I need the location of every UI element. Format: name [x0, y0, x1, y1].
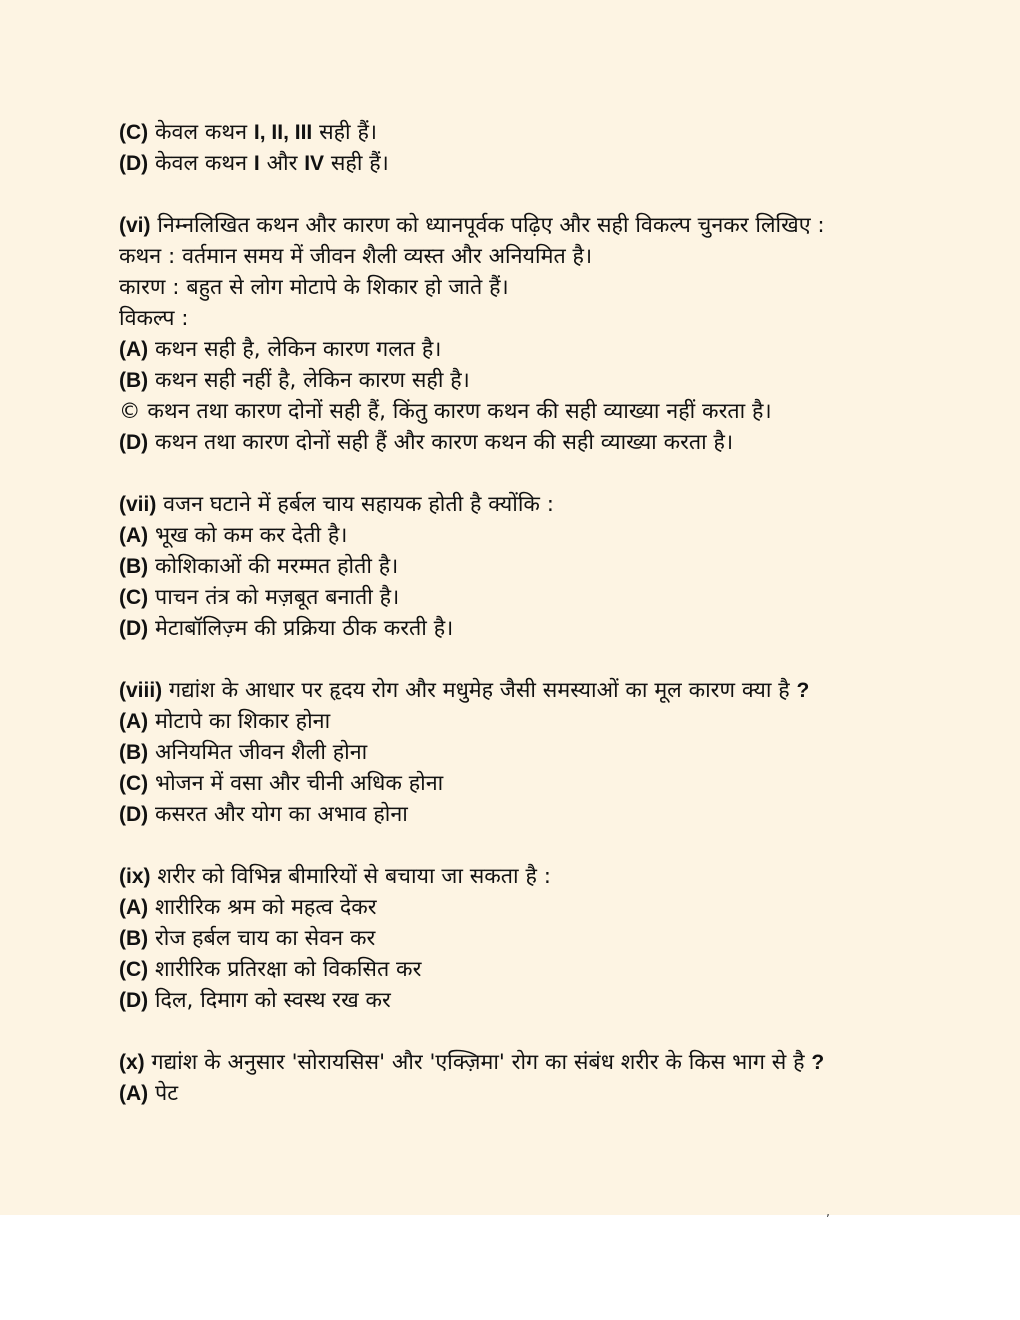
question-text: वजन घटाने में हर्बल चाय सहायक होती है क्योंकि :: [156, 492, 554, 517]
question-ix: [119, 861, 909, 892]
option-c: [119, 582, 909, 613]
option-label: (A): [119, 896, 149, 919]
option-label: ©: [119, 399, 141, 424]
option-d: [119, 799, 909, 830]
option-text: मोटापे का शिकार होना: [148, 709, 331, 734]
question-text: गद्यांश के आधार पर हृदय रोग और मधुमेह जैसी समस्याओं का मूल कारण क्या है: [162, 678, 797, 703]
option-a: [119, 520, 909, 551]
option-label: (B): [119, 927, 149, 950]
option-d: [119, 613, 909, 644]
option-label: (D): [119, 431, 149, 454]
option-label: (A): [119, 710, 149, 733]
option-label: (C): [119, 958, 149, 981]
question-vi: [119, 210, 909, 241]
question-text: गद्यांश के अनुसार 'सोरायसिस' और 'एक्ज़िमा' रोग का संबंध शरीर के किस भाग से है: [144, 1050, 812, 1075]
option-text: शारीरिक प्रतिरक्षा को विकसित कर: [148, 957, 422, 982]
statement-number: IV: [304, 152, 325, 175]
option-text: कथन सही है, लेकिन कारण गलत है।: [148, 337, 442, 362]
option-b: [119, 923, 909, 954]
option-c: [119, 954, 909, 985]
option-text: रोज हर्बल चाय का सेवन कर: [148, 926, 376, 951]
question-number: (vi): [119, 214, 151, 237]
option-text: कथन तथा कारण दोनों सही हैं, किंतु कारण कथन की सही व्याख्या नहीं करता है।: [140, 399, 772, 424]
option-text: कथन सही नहीं है, लेकिन कारण सही है।: [148, 368, 470, 393]
option-label: (A): [119, 524, 149, 547]
option-b: [119, 365, 909, 396]
option-text: दिल, दिमाग को स्वस्थ रख कर: [148, 988, 391, 1013]
option-text: भूख को कम कर देती है।: [148, 523, 348, 548]
question-text: शरीर को विभिन्न बीमारियों से बचाया जा सकता है :: [150, 864, 551, 889]
option-label: (C): [119, 586, 149, 609]
option-c-previous: [119, 117, 909, 148]
option-a: [119, 706, 909, 737]
question-number: (viii): [119, 679, 163, 702]
reason-text: कारण : बहुत से लोग मोटापे के शिकार हो जाते हैं।: [119, 275, 509, 300]
option-text: कोशिकाओं की मरम्मत होती है।: [148, 554, 399, 579]
question-number: (ix): [119, 865, 151, 888]
option-c: [119, 768, 909, 799]
option-label: (D): [119, 989, 149, 1012]
question-viii: [119, 675, 909, 706]
option-text: मेटाबॉलिज़्म की प्रक्रिया ठीक करती है।: [148, 616, 454, 641]
option-text: केवल कथन: [148, 120, 254, 145]
option-b: [119, 737, 909, 768]
question-vii: [119, 489, 909, 520]
assertion-text: कथन : वर्तमान समय में जीवन शैली व्यस्त और अनियमित है।: [119, 244, 593, 269]
option-text: शारीरिक श्रम को महत्व देकर: [148, 895, 377, 920]
option-d: [119, 427, 909, 458]
statement-number: I: [253, 152, 260, 175]
option-label: (C): [119, 772, 149, 795]
option-text: सही हैं।: [312, 120, 378, 145]
question-mark: ?: [811, 1051, 825, 1074]
option-b: [119, 551, 909, 582]
question-number: (x): [119, 1051, 145, 1074]
option-text: केवल कथन: [148, 151, 254, 176]
option-text: और: [259, 151, 305, 176]
corner-mark: ʼ: [826, 1212, 830, 1226]
option-label: (B): [119, 555, 149, 578]
question-content: [119, 117, 909, 1109]
option-a: [119, 334, 909, 365]
option-a: [119, 892, 909, 923]
option-label: (C): [119, 121, 149, 144]
option-text: सही हैं।: [324, 151, 389, 176]
option-label: (A): [119, 338, 149, 361]
option-d: [119, 985, 909, 1016]
options-heading: विकल्प :: [119, 306, 189, 331]
option-text: कथन तथा कारण दोनों सही हैं और कारण कथन की सही व्याख्या करता है।: [148, 430, 734, 455]
option-text: पाचन तंत्र को मज़बूत बनाती है।: [148, 585, 400, 610]
option-label: (D): [119, 803, 149, 826]
option-label: (B): [119, 369, 149, 392]
question-text: निम्नलिखित कथन और कारण को ध्यानपूर्वक पढ़िए और सही विकल्प चुनकर लिखिए :: [150, 213, 825, 238]
option-text: पेट: [148, 1081, 179, 1106]
option-text: भोजन में वसा और चीनी अधिक होना: [148, 771, 444, 796]
option-a: [119, 1078, 909, 1109]
question-mark: ?: [796, 679, 810, 702]
statement-numbers: I, II, III: [253, 121, 313, 144]
option-text: अनियमित जीवन शैली होना: [148, 740, 368, 765]
option-label: (D): [119, 617, 149, 640]
question-number: (vii): [119, 493, 157, 516]
question-x: [119, 1047, 909, 1078]
option-d-previous: [119, 148, 909, 179]
option-c: [119, 396, 909, 427]
option-text: कसरत और योग का अभाव होना: [148, 802, 408, 827]
option-label: (D): [119, 152, 149, 175]
option-label: (A): [119, 1082, 149, 1105]
option-label: (B): [119, 741, 149, 764]
